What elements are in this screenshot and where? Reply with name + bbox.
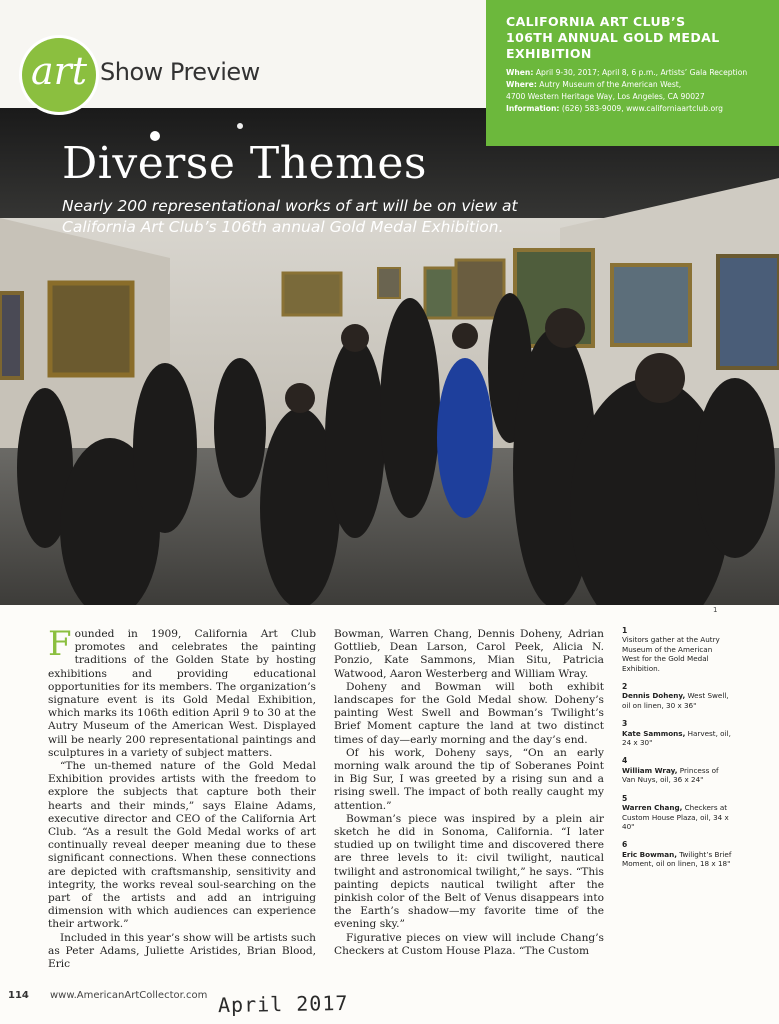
caption-text: Visitors gather at the Autry Museum of the American West for the Gold Medal Exhibition. — [622, 635, 720, 673]
info-title-line3: EXHIBITION — [506, 46, 592, 61]
handwritten-date: April 2017 — [217, 990, 349, 1018]
caption-number: 6 — [622, 840, 628, 850]
article-paragraph: Figurative pieces on view will include Chang’s Checkers at Custom House Plaza. “The Custom — [334, 931, 604, 957]
article-paragraph: Of his work, Doheny says, “On an early morning walk around the tip of Soberanes Point in Big Sur, I was greeted by a rising sun and a rising swell. The impact of both really caught my attention.” — [334, 746, 604, 812]
article-deck: Nearly 200 representational works of art will be on view at California Art Club’s 106th annual Gold Medal Exhibition. — [62, 197, 518, 236]
caption-text: West Swell, oil on linen, 30 x 36" — [622, 691, 729, 710]
article-column-2 — [334, 628, 604, 958]
caption-artist: Dennis Doheny, — [622, 691, 686, 701]
caption-text: Checkers at Custom House Plaza, oil, 34 x 40" — [622, 803, 729, 831]
info-when-value: April 9-30, 2017; April 8, 6 p.m., Artists’ Gala Reception — [535, 68, 748, 77]
caption-number: 5 — [622, 793, 628, 803]
article-column-1 — [48, 624, 316, 971]
info-where-value1: Autry Museum of the American West, — [539, 80, 682, 89]
footer-url[interactable]: www.AmericanArtCollector.com — [50, 990, 208, 1001]
info-title-line2: 106TH ANNUAL GOLD MEDAL — [506, 30, 720, 45]
caption-item — [622, 719, 732, 747]
info-information-value: (626) 583-9009, www.californiaartclub.org — [561, 104, 723, 113]
caption-item — [622, 840, 732, 868]
caption-number: 2 — [622, 682, 628, 692]
caption-artist: Kate Sammons, — [622, 728, 686, 738]
info-where — [506, 80, 681, 89]
article-paragraph: Bowman’s piece was inspired by a plein air sketch he did in Sonoma, California. “I later studied up on twilight time and discovered there are three levels to it: civil twilight, nautical twilight and astronomical twilight,” he says. “This painting depicts nautical twilight after the pinkish color of the Belt of Venus disappears into the Earth’s shadow—my favorite time of the evening sky.” — [334, 812, 604, 931]
info-when — [506, 68, 747, 77]
caption-artist: William Wray, — [622, 765, 678, 775]
caption-sidebar — [622, 626, 732, 878]
article-paragraph: Bowman, Warren Chang, Dennis Doheny, Adrian Gottlieb, Dean Larson, Carol Peek, Alicia N. Ponzio, Kate Sammons, Mian Situ, Patricia Watwood, Aaron Westerberg and William Wray. — [334, 628, 604, 680]
caption-artist: Warren Chang, — [622, 803, 683, 813]
info-information-label: Information: — [506, 104, 560, 113]
caption-number: 1 — [622, 626, 628, 635]
caption-text: Princess of Van Nuys, oil, 36 x 24" — [622, 765, 719, 785]
article-paragraph: “The un-themed nature of the Gold Medal Exhibition provides artists with the freedom to explore the subjects that capture both their hearts and their minds,” says Elaine Adams, executive director and CEO of the California Art Club. “As a result the Gold Medal works of art continually reveal deeper meaning due to these significant connections. When these connections are depicted with craftsmanship, sensitivity and integrity, the works reveal soul-searching on the part of the artists and add an intriguing dimension with which audiences can experience their artwork.” — [48, 760, 316, 931]
info-when-label: When: — [506, 68, 534, 77]
page-number: 114 — [8, 990, 29, 1001]
caption-number: 4 — [622, 756, 628, 766]
logo-text: art — [30, 49, 88, 93]
caption-artist: Eric Bowman, — [622, 849, 677, 859]
drop-cap: F — [48, 624, 72, 664]
article-headline: Diverse Themes — [62, 138, 427, 189]
section-title: Show Preview — [100, 58, 260, 86]
caption-item — [622, 794, 732, 832]
caption-number: 3 — [622, 719, 628, 729]
article-paragraph: Included in this year’s show will be artists such as Peter Adams, Juliette Aristides, Brian Blood, Eric — [48, 931, 316, 971]
article-paragraph — [48, 624, 316, 760]
art-logo — [22, 38, 96, 112]
paragraph-text: ounded in 1909, California Art Club promotes and celebrates the painting traditions of the Golden State by hosting exhibitions and providing educational opportunities for its members. The organization’s signature event is its Gold Medal Exhibition, which marks its 106th edition April 9 to 30 at the Autry Museum of the American West. Displayed will be nearly 200 representational paintings and sculptures in a variety of subject matters. — [48, 628, 316, 759]
info-title-line1: CALIFORNIA ART CLUB’S — [506, 14, 686, 29]
caption-item — [622, 626, 732, 673]
info-information — [506, 104, 723, 113]
article-paragraph: Doheny and Bowman will both exhibit landscapes for the Gold Medal show. Doheny’s painting West Swell and Bowman’s Twilight’s Brief Moment capture the land at two distinct times of day—early morning and the day’s end. — [334, 680, 604, 746]
caption-text: Twilight’s Brief Moment, oil on linen, 18 x 18" — [622, 849, 732, 869]
caption-text: Harvest, oil, 24 x 30" — [622, 728, 731, 748]
info-where-address: 4700 Western Heritage Way, Los Angeles, CA 90027 — [506, 92, 705, 101]
caption-item — [622, 682, 732, 710]
exhibition-info-box — [486, 0, 779, 146]
info-where-label: Where: — [506, 80, 537, 89]
photo-number: 1 — [713, 606, 718, 614]
caption-item — [622, 756, 732, 784]
